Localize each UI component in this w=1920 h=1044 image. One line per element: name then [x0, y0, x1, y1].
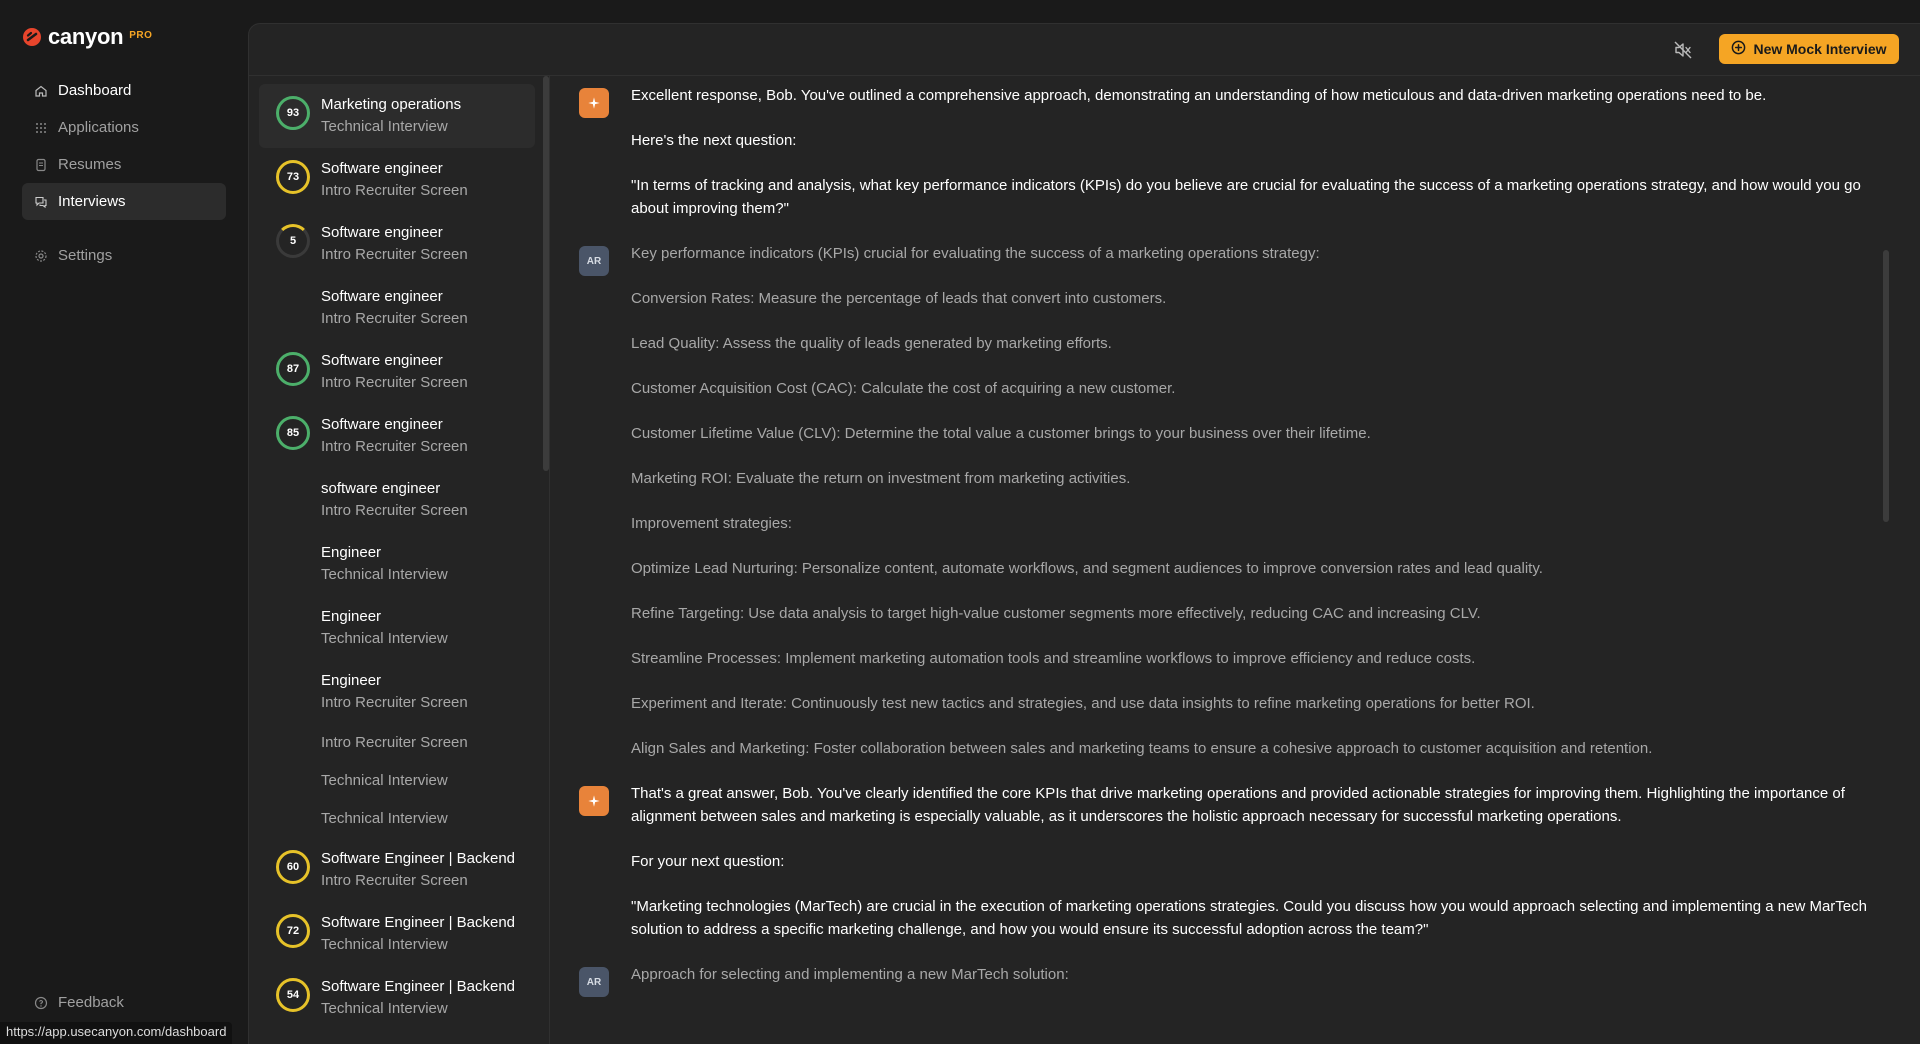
interview-title: Engineer — [321, 672, 382, 689]
nav-item-applications[interactable] — [22, 109, 226, 146]
message-paragraph: Excellent response, Bob. You've outlined a comprehensive approach, demonstrating an understanding of how meticulous and data-driven marketing operations need to be. — [631, 87, 1767, 104]
nav-item-dashboard[interactable] — [22, 72, 226, 109]
status-url: https://app.usecanyon.com/dashboard — [0, 1022, 232, 1044]
interview-list-item[interactable] — [259, 800, 535, 838]
interview-list-item[interactable] — [259, 532, 535, 596]
interview-title: Engineer — [321, 544, 382, 561]
brand[interactable] — [22, 24, 152, 50]
new-mock-interview-button[interactable] — [1719, 34, 1899, 64]
interview-type: Intro Recruiter Screen — [321, 734, 468, 751]
interview-type: Technical Interview — [321, 772, 448, 789]
interview-type: Technical Interview — [321, 118, 448, 135]
score-ring: 60 — [276, 850, 310, 884]
interview-list-item[interactable] — [259, 276, 535, 340]
interview-type: Technical Interview — [321, 810, 448, 827]
interview-list-item[interactable] — [259, 340, 535, 404]
interview-title: Software engineer — [321, 416, 443, 433]
interview-title: Software engineer — [321, 352, 443, 369]
score-ring: 54 — [276, 978, 310, 1012]
nav-item-label: Settings — [58, 247, 113, 264]
ai-message — [579, 84, 1879, 220]
avatar: AR — [579, 967, 609, 997]
interview-type: Technical Interview — [321, 630, 448, 647]
interview-title: Marketing operations — [321, 96, 462, 113]
interview-type: Intro Recruiter Screen — [321, 502, 468, 519]
interview-list-item[interactable] — [259, 148, 535, 212]
interview-list-item[interactable] — [259, 596, 535, 660]
interview-list-item[interactable] — [259, 902, 535, 966]
interview-list-item[interactable] — [259, 84, 535, 148]
score-ring: 85 — [276, 416, 310, 450]
interview-list-item[interactable] — [259, 660, 535, 724]
nav-item-label: Feedback — [58, 994, 124, 1011]
message-paragraph: Align Sales and Marketing: Foster collaboration between sales and marketing teams to ensure a cohesive approach to customer acquisition and retention. — [631, 740, 1653, 757]
interview-list-item[interactable] — [259, 762, 535, 800]
score-ring: 73 — [276, 160, 310, 194]
interview-type: Intro Recruiter Screen — [321, 694, 468, 711]
speaker-muted-icon[interactable] — [1673, 40, 1693, 60]
message-paragraph: Improvement strategies: — [631, 515, 792, 532]
message-paragraph: Lead Quality: Assess the quality of leads generated by marketing efforts. — [631, 335, 1112, 352]
interview-type: Intro Recruiter Screen — [321, 374, 468, 391]
nav-item-settings[interactable] — [22, 237, 226, 274]
ai-message — [579, 782, 1879, 941]
nav-item-label: Dashboard — [58, 82, 132, 99]
interview-title: Software Engineer | Backend — [321, 850, 516, 867]
interview-list-item[interactable] — [259, 966, 535, 1030]
interview-list-item[interactable] — [259, 404, 535, 468]
interview-type: Technical Interview — [321, 566, 448, 583]
score-ring: 93 — [276, 96, 310, 130]
user-message — [579, 242, 1879, 760]
message-paragraph: Optimize Lead Nurturing: Personalize content, automate workflows, and segment audiences to improve conversion rates and lead quality. — [631, 560, 1543, 577]
message-paragraph: "Marketing technologies (MarTech) are crucial in the execution of marketing operations strategies. Could you discuss how you would approach selecting and implementing a new MarTech solution to address a specific marketing challenge, and how you would ensure its successful adoption across the team?" — [631, 898, 1867, 938]
message-paragraph: For your next question: — [631, 853, 785, 870]
nav-item-label: Applications — [58, 119, 139, 136]
score-ring: 87 — [276, 352, 310, 386]
sparkle-icon — [579, 88, 609, 118]
message-paragraph: Refine Targeting: Use data analysis to target high-value customer segments more effectively, reducing CAC and increasing CLV. — [631, 605, 1481, 622]
new-mock-interview-label: New Mock Interview — [1753, 41, 1887, 57]
top-bar — [249, 24, 1920, 76]
avatar: AR — [579, 246, 609, 276]
score-ring: 5 — [276, 224, 310, 258]
pro-badge: PRO — [129, 29, 153, 41]
nav-item-label: Resumes — [58, 156, 122, 173]
interview-type: Technical Interview — [321, 1000, 448, 1017]
interview-type: Intro Recruiter Screen — [321, 438, 468, 455]
interview-title: Engineer — [321, 608, 382, 625]
interview-list-item[interactable] — [259, 212, 535, 276]
message-paragraph: Marketing ROI: Evaluate the return on investment from marketing activities. — [631, 470, 1131, 487]
interview-type: Intro Recruiter Screen — [321, 182, 468, 199]
document-icon — [34, 158, 48, 172]
chat-scrollbar[interactable] — [1883, 250, 1889, 522]
grid-icon — [34, 121, 48, 135]
plus-circle-icon — [1731, 40, 1746, 58]
message-paragraph: Conversion Rates: Measure the percentage of leads that convert into customers. — [631, 290, 1167, 307]
main-panel — [248, 23, 1920, 1044]
message-paragraph: Approach for selecting and implementing a new MarTech solution: — [631, 966, 1069, 983]
message-paragraph: Customer Lifetime Value (CLV): Determine the total value a customer brings to your business over their lifetime. — [631, 425, 1371, 442]
chat-icon — [34, 195, 48, 209]
help-circle-icon — [34, 996, 48, 1010]
brand-name: canyon — [48, 24, 124, 49]
interview-title: Software engineer — [321, 160, 443, 177]
message-paragraph: Customer Acquisition Cost (CAC): Calculate the cost of acquiring a new customer. — [631, 380, 1176, 397]
interview-title: software engineer — [321, 480, 441, 497]
sparkle-icon — [579, 786, 609, 816]
message-paragraph: That's a great answer, Bob. You've clearly identified the core KPIs that drive marketing operations and provided actionable strategies for improving them. Highlighting the importance of alignment between sales and marketing is especially valuable, as it underscores the holistic approach necessary for successful marketing operations. — [631, 785, 1845, 825]
nav-item-feedback[interactable] — [22, 984, 136, 1021]
interview-title: Software Engineer | Backend — [321, 914, 516, 931]
interview-type: Intro Recruiter Screen — [321, 246, 468, 263]
nav-item-resumes[interactable] — [22, 146, 226, 183]
interview-list — [259, 84, 535, 1034]
interview-title: Software engineer — [321, 224, 443, 241]
nav-item-interviews[interactable] — [22, 183, 226, 220]
interview-type: Intro Recruiter Screen — [321, 310, 468, 327]
chat-transcript — [579, 84, 1879, 1039]
interview-list-item[interactable] — [259, 468, 535, 532]
interview-list-item[interactable] — [259, 838, 535, 902]
message-paragraph: Experiment and Iterate: Continuously test new tactics and strategies, and use data insights to refine marketing operations for better ROI. — [631, 695, 1535, 712]
user-message — [579, 963, 1879, 986]
interview-type: Intro Recruiter Screen — [321, 872, 468, 889]
interview-title: Software engineer — [321, 288, 443, 305]
nav-list — [22, 72, 226, 274]
interview-title: Software Engineer | Backend — [321, 978, 516, 995]
home-icon — [34, 84, 48, 98]
nav-item-label: Interviews — [58, 193, 126, 210]
message-paragraph: Key performance indicators (KPIs) crucial for evaluating the success of a marketing operations strategy: — [631, 245, 1320, 262]
canyon-logo-icon — [22, 27, 42, 47]
message-paragraph: Streamline Processes: Implement marketing automation tools and streamline workflows to improve efficiency and reduce costs. — [631, 650, 1476, 667]
interview-type: Technical Interview — [321, 936, 448, 953]
message-paragraph: "In terms of tracking and analysis, what key performance indicators (KPIs) do you believe are crucial for evaluating the success of a marketing operations strategy, and how would you go about improving them?" — [631, 177, 1861, 217]
score-ring: 72 — [276, 914, 310, 948]
message-paragraph: Here's the next question: — [631, 132, 797, 149]
sidebar-nav — [0, 0, 248, 1044]
interview-list-item[interactable] — [259, 724, 535, 762]
gear-icon — [34, 249, 48, 263]
